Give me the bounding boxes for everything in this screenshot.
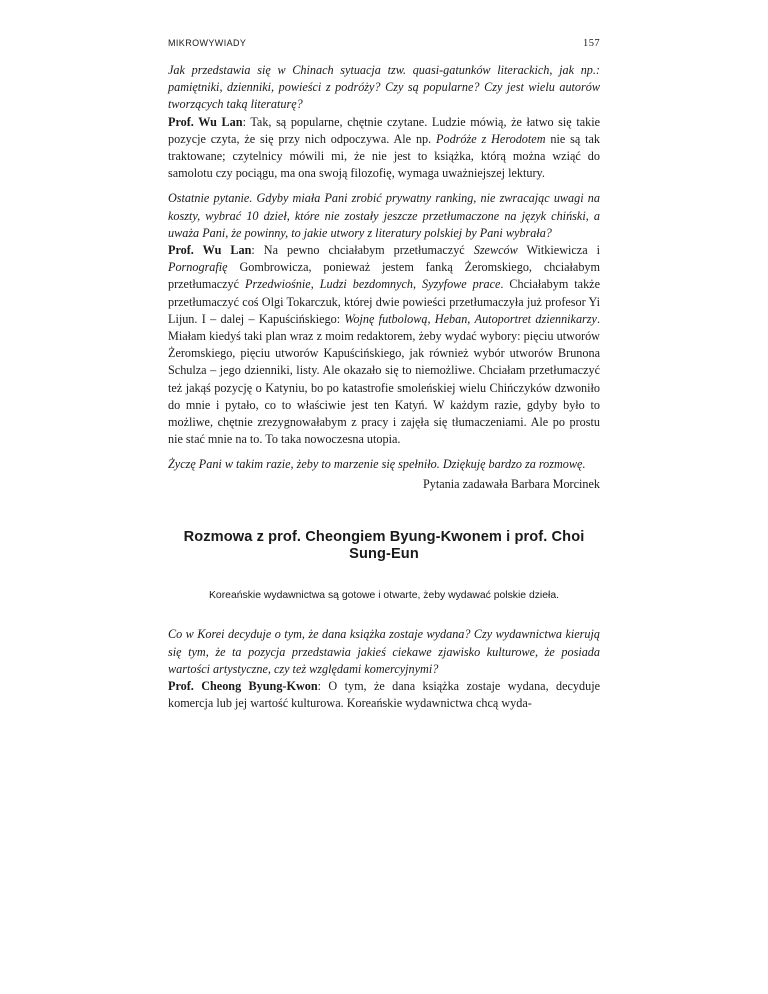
book-title: Szewców — [473, 243, 518, 258]
answer-paragraph — [168, 678, 600, 712]
running-title: MIKROWYWIADY — [168, 38, 247, 48]
book-title: Pornografię — [168, 260, 228, 275]
book-title: Syzyfowe prace — [422, 277, 501, 292]
book-title: Przedwiośnie — [245, 277, 311, 292]
page-number: 157 — [583, 38, 600, 49]
question-paragraph: Ostatnie pytanie. Gdyby miała Pani zrobić prywatny ranking, nie zwracając uwagi na koszty, wybrać 10 dzieł, które nie zostały jeszcze przetłumaczone na język chiński, a uważa Pani, że powinny, to jakie utwory z literatury polskiej by Pani wybrała? — [168, 191, 600, 240]
section-heading: Rozmowa z prof. Cheongiem Byung-Kwonem i prof. Choi Sung-Eun — [183, 528, 585, 563]
answer-paragraph — [168, 114, 600, 183]
answer-text: nie są tak traktowane; czytelnicy mówili mi, że nie jest to książka, którą można wziąć do samolotu czy pociągu, ma ona swoją filozofię, wymaga uważniejszej lektury. — [168, 131, 600, 181]
book-title: Autoportret dziennikarzy — [474, 311, 597, 326]
answer-text: , — [427, 311, 435, 326]
answer-text: . Miałam kiedyś taki plan wraz z moim redaktorem, żeby wydać wybory: pięciu utworów Żeromskiego, pięciu utworów Kapuścińskiego, jak również wybór utworów Brunona Schulza – jego dzienniki, listy. Ale okazało się to niemożliwe. Chciałam przetłumaczyć też jakąś pozycję o Katyniu, bo po katastrofie smoleńskiej wielu Chińczyków dzwoniło do mnie i pytało, co to właściwie jest ten Katyń. W każdym razie, gdyby było to możliwe, chętnie zrezygnowałabym z pracy i zajęła się tłumaczeniami. Ale po prostu nie stać mnie na to. To taka nowoczesna utopia. — [168, 311, 601, 447]
book-title: Wojnę futbolową — [344, 311, 428, 326]
answer-text: Witkiewicza i — [517, 243, 601, 258]
answer-paragraph — [168, 242, 600, 448]
book-title: Ludzi bezdomnych — [319, 277, 414, 292]
answer-text: , — [413, 277, 423, 292]
speaker-name: Prof. Cheong Byung-Kwon — [168, 679, 318, 694]
book-title: Heban — [434, 311, 468, 326]
speaker-name: Prof. Wu Lan — [168, 243, 252, 258]
signature: Pytania zadawała Barbara Morcinek — [423, 476, 600, 491]
answer-text: , — [467, 311, 475, 326]
running-header — [168, 38, 600, 52]
speaker-name: Prof. Wu Lan — [168, 114, 243, 129]
answer-text: : Na pewno chciałabym przetłumaczyć — [251, 243, 474, 258]
page-body — [168, 62, 600, 713]
closing-remark: Życzę Pani w takim razie, żeby to marzenie się spełniło. Dziękuję bardzo za rozmowę. — [168, 457, 586, 472]
answer-text: , — [310, 277, 320, 292]
answer-text: Gombrowicza, ponieważ jestem fanką Żeromskiego, chciałabym przetłumaczyć — [168, 260, 600, 292]
book-title: Podróże z Herodotem — [436, 131, 546, 146]
question-paragraph: Co w Korei decyduje o tym, że dana książka zostaje wydana? Czy wydawnictwa kierują się tym, że ta pozycja przedstawia jakieś ciekawe zjawisko kulturowe, że posiada wartości artystyczne, czy też względami komercyjnymi? — [168, 627, 600, 676]
question-paragraph: Jak przedstawia się w Chinach sytuacja tzw. quasi-gatunków literackich, jak np.: pamiętniki, dzienniki, powieści z podróży? Czy są popularne? Czy jest wielu autorów tworzących taką literaturę? — [168, 63, 600, 112]
answer-text: : Tak, są popularne, chętnie czytane. Ludzie mówią, że łatwo się takie pozycje czyta, że się przy nich odpoczywa. Ale np. — [168, 114, 601, 146]
answer-text: : O tym, że dana książka zostaje wydana, decyduje komercja lub jej wartość kulturowa. Koreańskie wydawnictwa chcą wyda- — [168, 679, 601, 711]
answer-text: . Chciałabym także przetłumaczyć coś Olgi Tokarczuk, której dwie powieści przetłumaczyła już profesor Yi Lijun. I – dalej – Kapuścińskiego: — [168, 277, 600, 326]
section-lead: Koreańskie wydawnictwa są gotowe i otwarte, żeby wydawać polskie dzieła. — [209, 590, 559, 602]
